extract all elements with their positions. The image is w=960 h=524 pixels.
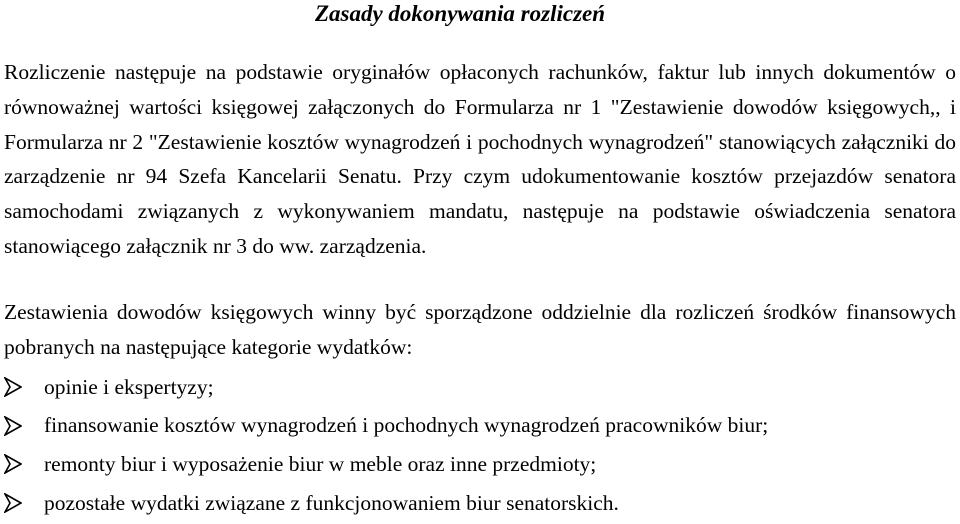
expense-category-list: [0, 368, 956, 522]
paragraph-categories-intro: Zestawienia dowodów księgowych winny być sporządzone oddzielnie dla rozliczeń środków finansowych pobranych na następujące kategorie wydatków:: [4, 300, 956, 359]
list-item-text: pozostałe wydatki związane z funkcjonowaniem biur senatorskich.: [44, 490, 619, 515]
list-item-text: opinie i ekspertyzy;: [44, 374, 214, 399]
document-title: Zasady dokonywania rozliczeń: [314, 1, 606, 26]
arrowhead-bullet-icon: [0, 377, 44, 397]
list-item-text: finansowanie kosztów wynagrodzeń i pochodnych wynagrodzeń pracowników biur;: [44, 413, 769, 438]
arrowhead-bullet-icon: [0, 416, 44, 436]
list-item: [0, 407, 956, 446]
list-item: [0, 484, 956, 523]
arrowhead-bullet-icon: [0, 454, 44, 474]
list-item: [0, 368, 956, 407]
paragraph-settlement-basis: Rozliczenie następuje na podstawie oryginałów opłaconych rachunków, faktur lub innych dokumentów o równoważnej wartości księgowej załączonych do Formularza nr 1 "Zestawienie dowodów księgowych,, i Formularza nr 2 "Zestawienie kosztów wynagrodzeń i pochodnych wynagrodzeń" stanowiących załączniki do zarządzenie nr 94 Szefa Kancelarii Senatu. Przy czym udokumentowanie kosztów przejazdów senatora samochodami związanych z wykonywaniem mandatu, następuje na podstawie oświadczenia senatora stanowiącego załącznik nr 3 do ww. zarządzenia.: [4, 60, 956, 258]
list-item-text: remonty biur i wyposażenie biur w meble oraz inne przedmioty;: [44, 451, 597, 476]
arrowhead-bullet-icon: [0, 493, 44, 513]
list-item: [0, 445, 956, 484]
